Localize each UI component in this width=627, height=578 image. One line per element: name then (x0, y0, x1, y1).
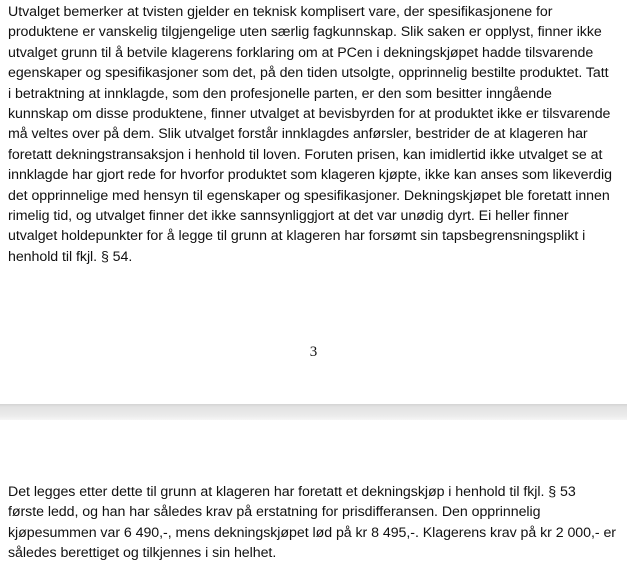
text-line: utvalget grunn til å betvile klagerens forklaring om at PCen i dekningskjøpet hadde tilsvarende (8, 44, 594, 61)
text-line: rimelig tid, og utvalget finner det ikke sannsynliggjort at det var unødig dyrt. Ei heller finner (8, 207, 569, 224)
text-line: således berettiget og tilkjennes i sin helhet. (8, 545, 277, 562)
text-line: egenskaper og spesifikasjoner som det, på den tiden utsolgte, opprinnelig bestilte produktet. Tatt (8, 65, 609, 82)
text-line: henhold til fkjl. § 54. (8, 248, 133, 265)
page-number: 3 (309, 344, 318, 360)
text-line: kunnskap om disse produktene, finner utvalget at bevisbyrden for at produktet ikke er tilsvarende (8, 105, 611, 122)
page-separator (0, 404, 627, 420)
text-line: må veltes over på dem. Slik utvalget forstår innklagdes anførsler, bestrider de at klageren har (8, 126, 588, 143)
text-line: det opprinnelige med hensyn til egenskaper og spesifikasjoner. Dekningskjøpet ble foretatt innen (8, 187, 610, 204)
text-line: Utvalget bemerker at tvisten gjelder en teknisk komplisert vare, der spesifikasjonene for (8, 4, 553, 20)
text-line: Det legges etter dette til grunn at klageren har foretatt et dekningskjøp i henhold til fkjl. § 53 (8, 484, 576, 500)
body-paragraph (8, 482, 616, 564)
text-line: foretatt dekningstransaksjon i henhold til loven. Foruten prisen, kan imidlertid ikke utvalget se at (8, 146, 603, 163)
text-line: første ledd, og han har således krav på erstatning for prisdifferansen. Den opprinnelig (8, 504, 541, 521)
text-line: kjøpesummen var 6 490,-, mens dekningskjøpet lød på kr 8 495,-. Klagerens krav på kr 2 000,- er (8, 524, 616, 541)
document-page (0, 420, 627, 578)
body-paragraph (8, 2, 612, 267)
text-line: innklagde har gjort rede for hvorfor produktet som klageren kjøpte, ikke kan anses som likeverdig (8, 167, 612, 184)
text-line: produktene er vanskelig tilgjengelige uten særlig fagkunnskap. Slik saken er opplyst, finner ikke (8, 24, 602, 41)
text-line: i betraktning at innklagde, som den profesjonelle parten, er den som besitter inngående (8, 85, 552, 102)
text-line: utvalget holdepunkter for å legge til grunn at klageren har forsømt sin tapsbegrensningsplikt i (8, 228, 586, 245)
